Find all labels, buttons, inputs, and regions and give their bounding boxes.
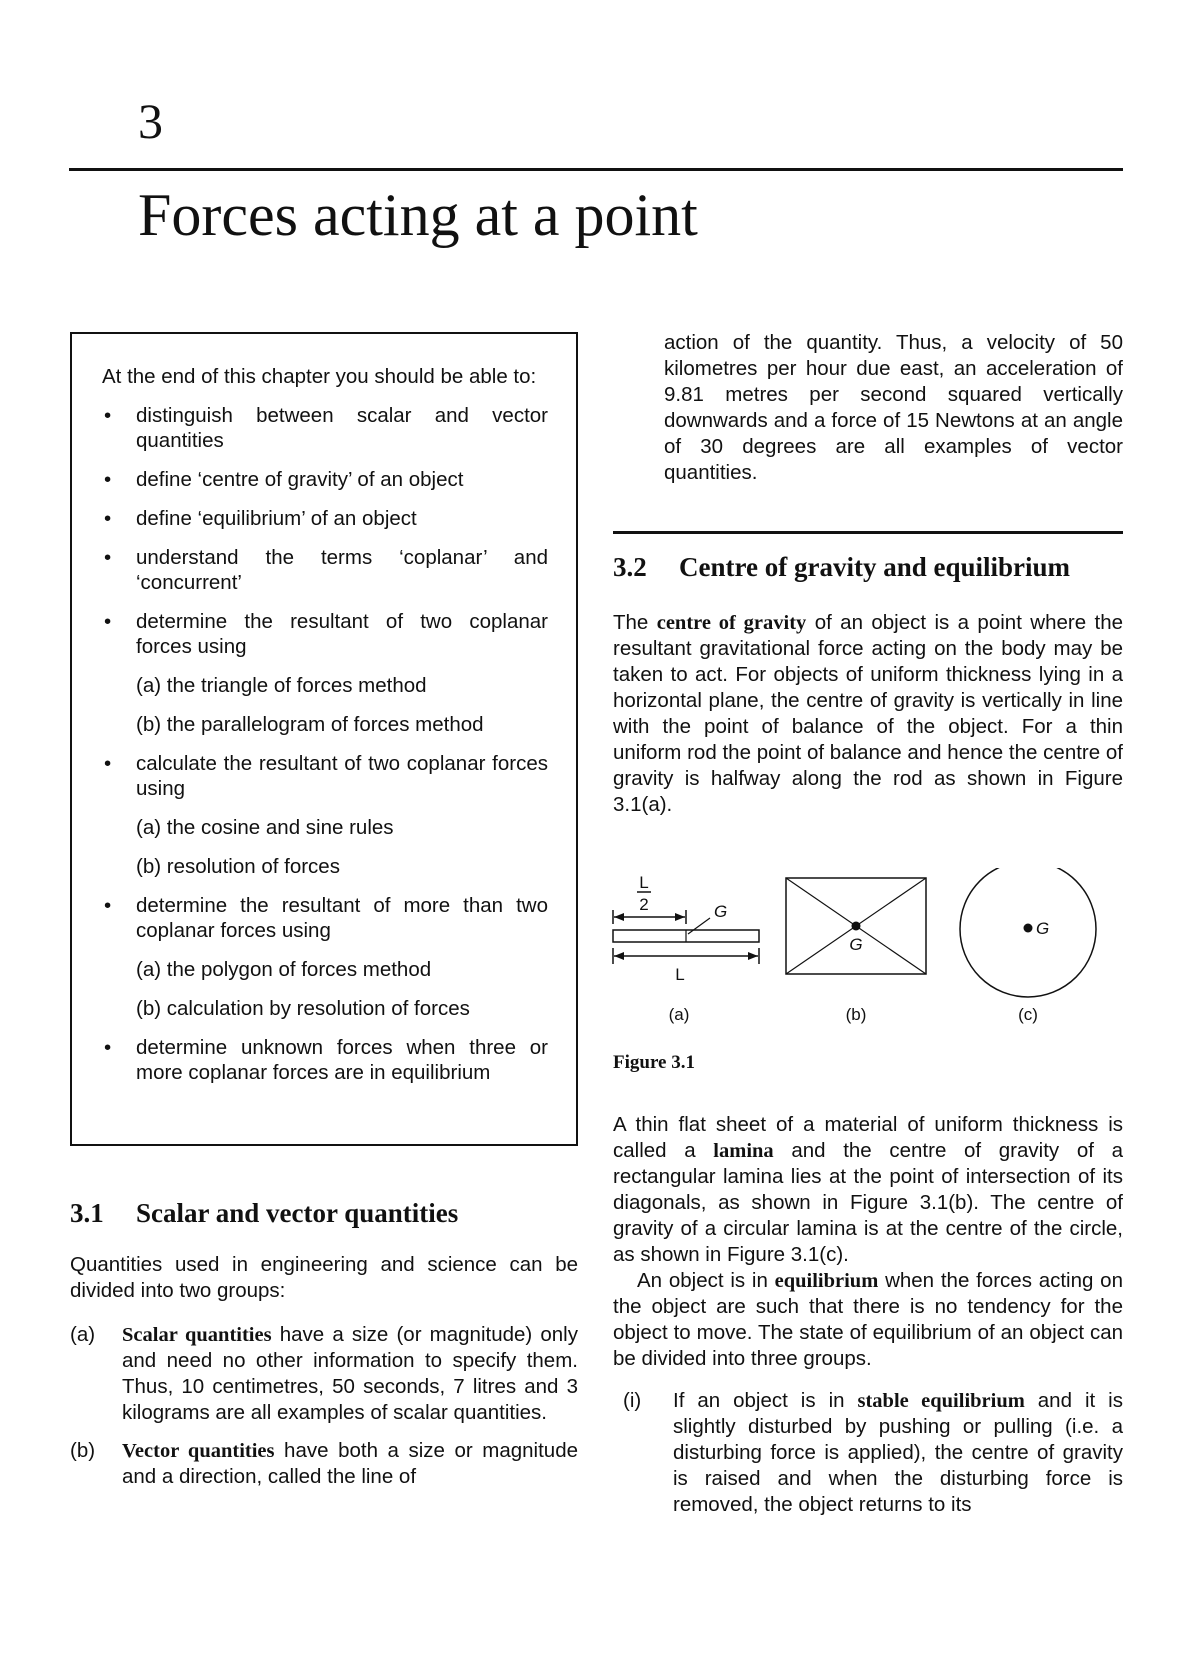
- centre-of-gravity-point: [1024, 924, 1033, 933]
- stable-equilibrium-item: [623, 1388, 1123, 1518]
- section-title: Centre of gravity and equilibrium: [679, 552, 1070, 582]
- bullet-icon: •: [104, 507, 112, 530]
- text-run: and it is slightly disturbed by pushing or pulling (i.e. a disturbing force is applied), the centre of gravity is raised and when the disturbing force is removed, the object returns to its: [673, 1389, 1123, 1516]
- objective-subitem: (a) the cosine and sine rules: [136, 816, 394, 839]
- bullet-icon: •: [104, 404, 112, 427]
- bullet-icon: •: [104, 752, 112, 775]
- objective-item: [102, 467, 548, 492]
- panel-label-a: (a): [668, 1005, 690, 1024]
- text-run: The: [613, 611, 657, 634]
- bullet-icon: •: [104, 894, 112, 917]
- objective-text: define ‘centre of gravity’ of an object: [136, 468, 464, 491]
- objective-item: [102, 609, 548, 659]
- chapter-title: Forces acting at a point: [138, 182, 698, 248]
- half-length-numerator: L: [639, 873, 649, 892]
- figure-caption: Figure 3.1: [613, 1052, 695, 1073]
- scalar-item: [70, 1322, 578, 1426]
- objective-subitem: (a) the triangle of forces method: [136, 674, 427, 697]
- scalar-term: Scalar quantities: [122, 1324, 272, 1346]
- objective-text: determine the resultant of two coplanar forces using: [136, 610, 548, 658]
- vector-term: Vector quantities: [122, 1440, 275, 1462]
- text-run: If an object is in: [673, 1389, 858, 1412]
- objective-text: determine unknown forces when three or more coplanar forces are in equilibrium: [136, 1036, 548, 1084]
- section-3-2-rule: [613, 531, 1123, 534]
- section-number: 3.1: [70, 1198, 104, 1228]
- objective-text: determine the resultant of more than two coplanar forces using: [136, 894, 548, 942]
- chapter-number: 3: [138, 93, 163, 149]
- centre-of-gravity-term: centre of gravity: [656, 612, 807, 634]
- section-3-1-intro: Quantities used in engineering and science can be divided into two groups:: [70, 1253, 578, 1302]
- panel-label-b: (b): [845, 1005, 867, 1024]
- objective-item: [102, 545, 548, 595]
- chapter-rule: [69, 168, 1123, 171]
- section-heading-3-1: [70, 1200, 458, 1227]
- objective-item: [102, 403, 548, 453]
- panel-label-c: (c): [1018, 1005, 1038, 1024]
- section-heading-3-2: [613, 554, 1070, 581]
- objective-item: [102, 893, 548, 943]
- item-label: (a): [70, 1323, 96, 1346]
- g-label: G: [714, 902, 728, 921]
- arrowhead: [614, 913, 624, 921]
- item-label: (b): [70, 1439, 96, 1462]
- g-label: G: [1036, 919, 1050, 938]
- figure-3-1: [606, 868, 1106, 1038]
- half-length-denominator: 2: [639, 895, 649, 914]
- bullet-icon: •: [104, 1036, 112, 1059]
- bullet-icon: •: [104, 610, 112, 633]
- bullet-icon: •: [104, 546, 112, 569]
- vector-item: [70, 1438, 578, 1490]
- g-leader-line: [688, 918, 710, 934]
- scalar-text: have a size (or magnitude) only and need no other information to specify them. Thus, 10 centimetres, 50 seconds, 7 litres and 3 kilograms are all examples of scalar quantities.: [122, 1323, 578, 1424]
- lamina-term: lamina: [713, 1140, 774, 1162]
- centre-of-gravity-point: [852, 922, 861, 931]
- section-number: 3.2: [613, 552, 647, 582]
- figure-panel-c: [960, 868, 1096, 1024]
- figure-panel-a: [613, 873, 759, 1024]
- objectives-box: [70, 332, 578, 1146]
- objective-text: understand the terms ‘coplanar’ and ‘concurrent’: [136, 546, 548, 594]
- length-label: L: [675, 965, 685, 984]
- vector-continuation: [664, 330, 1123, 486]
- objectives-list: [102, 403, 548, 1085]
- arrowhead: [614, 952, 624, 960]
- item-label: (i): [623, 1389, 642, 1412]
- text-run: and the centre of gravity of a rectangular lamina lies at the point of intersection of its diagonals, as shown in Figure 3.1(b). The centre of gravity of a circular lamina is at the centre of the circle, as shown in Figure 3.1(c).: [613, 1139, 1123, 1266]
- section-3-2-para-1: [613, 610, 1123, 818]
- objective-subitem: (a) the polygon of forces method: [136, 958, 432, 981]
- vector-text: have both a size or magnitude and a direction, called the line of: [122, 1439, 579, 1488]
- objective-text: calculate the resultant of two coplanar forces using: [136, 752, 548, 800]
- objective-subitem: (b) resolution of forces: [136, 855, 340, 878]
- text-run: of an object is a point where the resultant gravitational force acting on the body may be taken to act. For objects of uniform thickness lying in a horizontal plane, the centre of gravity is vertically in line with the point of balance of the object. For a thin uniform rod the point of balance and hence the centre of gravity is halfway along the rod as shown in Figure 3.1(a).: [613, 611, 1123, 816]
- stable-equilibrium-term: stable equilibrium: [857, 1390, 1025, 1412]
- objective-text: define ‘equilibrium’ of an object: [136, 507, 417, 530]
- continuation-text: action of the quantity. Thus, a velocity of 50 kilometres per hour due east, an acceleration of 9.81 metres per second squared vertically downwards and a force of 15 Newtons at an angle of 30 degrees are all examples of vector quantities.: [664, 331, 1123, 484]
- g-label: G: [849, 935, 863, 954]
- objectives-intro: At the end of this chapter you should be able to:: [102, 365, 537, 388]
- text-run: A thin flat sheet of a material of uniform thickness is called a: [613, 1113, 1123, 1162]
- objective-subitem: (b) calculation by resolution of forces: [136, 997, 470, 1020]
- objective-text: distinguish between scalar and vector quantities: [136, 404, 548, 452]
- arrowhead: [675, 913, 685, 921]
- section-3-2-para-2: [613, 1112, 1123, 1518]
- figure-panel-b: [786, 878, 926, 1024]
- arrowhead: [748, 952, 758, 960]
- objective-subitem: (b) the parallelogram of forces method: [136, 713, 484, 736]
- section-title: Scalar and vector quantities: [136, 1198, 459, 1228]
- objective-item: [102, 1035, 548, 1085]
- text-run: An object is in: [637, 1269, 775, 1292]
- equilibrium-term: equilibrium: [774, 1270, 879, 1292]
- text-run: when the forces acting on the object are such that there is no tendency for the object to move. The state of equilibrium of an object can be divided into three groups.: [613, 1269, 1123, 1370]
- objective-item: [102, 506, 548, 531]
- objective-item: [102, 751, 548, 801]
- section-3-1-body: [70, 1252, 578, 1490]
- bullet-icon: •: [104, 468, 112, 491]
